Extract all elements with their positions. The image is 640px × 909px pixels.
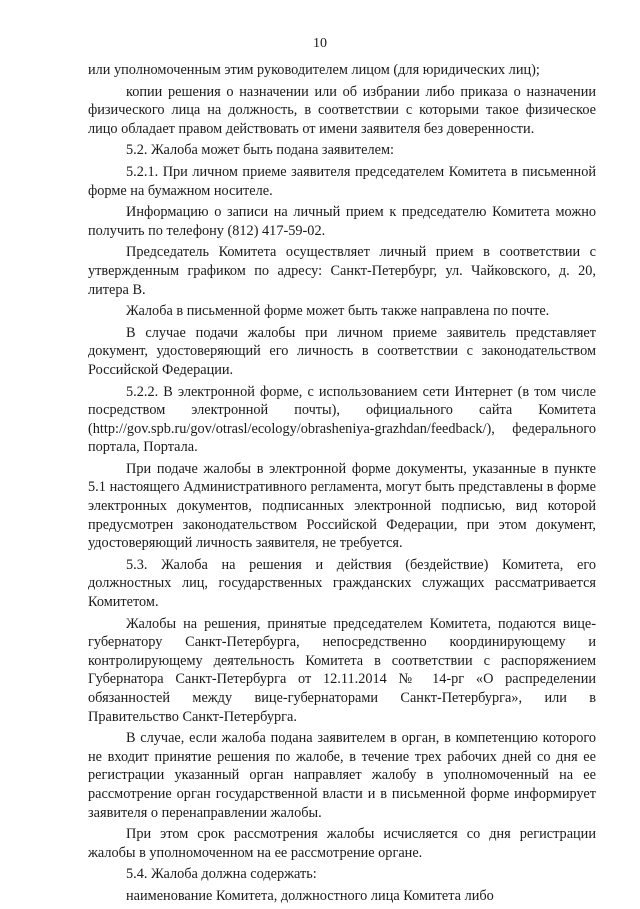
paragraph: Жалобы на решения, принятые председателем Комитета, подаются вице-губернатору Санкт-Петербурга, непосредственно координирующему и контролирующему деятельность Комитета в соответствии с распоряжением Губернатора Санкт-Петербурга от 12.11.2014 № 14-рг «О распределении обязанностей между вице-губернаторами Санкт-Петербурга», или в Правительство Санкт-Петербурга.: [88, 615, 596, 725]
paragraph: В случае подачи жалобы при личном приеме заявитель представляет документ, удостоверяющий его личность в соответствии с законодательством Российской Федерации.: [88, 324, 596, 378]
paragraph: наименование Комитета, должностного лица Комитета либо: [126, 887, 494, 904]
paragraph: При подаче жалобы в электронной форме документы, указанные в пункте 5.1 настоящего Административного регламента, могут быть представлены в форме электронных документов, подписанных электронной подписью, вид которой предусмотрен законодательством Российской Федерации, при этом документ, удостоверяющий личность заявителя, не требуется.: [88, 460, 596, 552]
paragraph: При этом срок рассмотрения жалобы исчисляется со дня регистрации жалобы в уполномоченном на ее рассмотрение органе.: [88, 826, 596, 861]
document-body: [88, 61, 596, 909]
paragraph: Председатель Комитета осуществляет личный прием в соответствии с утвержденным графиком по адресу: Санкт-Петербург, ул. Чайковского, д. 20, литера В.: [88, 244, 596, 298]
paragraph: или уполномоченным этим руководителем лицом (для юридических лиц);: [88, 62, 540, 78]
paragraph: 5.4. Жалоба должна содержать:: [126, 866, 317, 883]
paragraph: 5.2. Жалоба может быть подана заявителем:: [126, 142, 394, 159]
paragraph: 5.2.1. При личном приеме заявителя председателем Комитета в письменной форме на бумажном носителе.: [88, 163, 596, 199]
paragraph: 5.3. Жалоба на решения и действия (бездействие) Комитета, его должностных лиц, государственных гражданских служащих рассматривается Комитетом.: [88, 556, 596, 611]
page-number: 10: [313, 36, 327, 51]
paragraph: Жалоба в письменной форме может быть также направлена по почте.: [126, 303, 550, 320]
paragraph: копии решения о назначении или об избрании либо приказа о назначении физического лица на должность, в соответствии с которыми такое физическое лицо обладает правом действовать от имени заявителя без доверенности.: [88, 83, 596, 137]
paragraph: Информацию о записи на личный прием к председателю Комитета можно получить по телефону (812) 417-59-02.: [88, 204, 596, 239]
paragraph: В случае, если жалоба подана заявителем в орган, в компетенцию которого не входит принятие решения по жалобе, в течение трех рабочих дней со дня ее регистрации указанный орган направляет жалобу в уполномоченный на ее рассмотрение орган государственной власти и в письменной форме информирует заявителя о перенаправлении жалобы.: [88, 730, 596, 821]
paragraph: 5.2.2. В электронной форме, с использованием сети Интернет (в том числе посредством электронной почты), официального сайта Комитета (http://gov.spb.ru/gov/otrasl/ecology/obrasheniya-grazhdan/feedback/), федерального портала, Портала.: [88, 383, 596, 456]
